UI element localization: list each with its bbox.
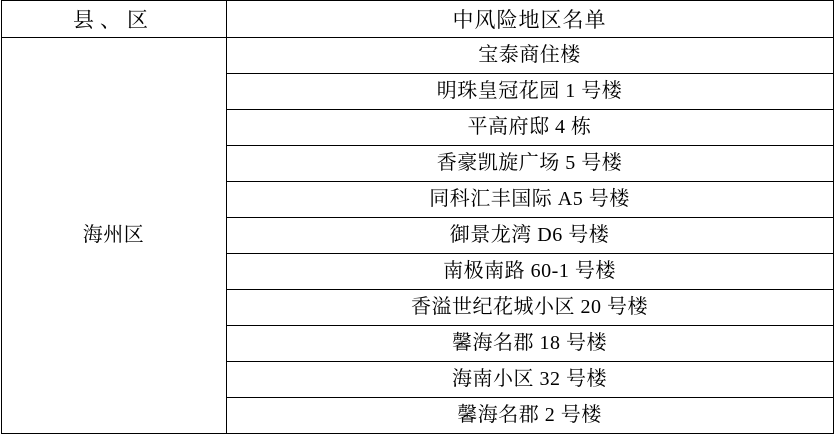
risk-area-item: 香豪凯旋广场 5 号楼 <box>226 146 833 182</box>
risk-area-item: 馨海名郡 18 号楼 <box>226 326 833 362</box>
table-header-row <box>1 1 833 38</box>
risk-area-item: 馨海名郡 2 号楼 <box>226 398 833 434</box>
risk-area-item: 海南小区 32 号楼 <box>226 362 833 398</box>
risk-area-item: 宝泰商住楼 <box>226 38 833 74</box>
risk-area-item: 香溢世纪花城小区 20 号楼 <box>226 290 833 326</box>
table-row <box>1 38 833 74</box>
risk-area-item: 南极南路 60-1 号楼 <box>226 254 833 290</box>
medium-risk-areas-table <box>1 0 834 434</box>
column-header-list: 中风险地区名单 <box>226 1 833 38</box>
district-name-cell: 海州区 <box>1 38 226 434</box>
risk-area-item: 明珠皇冠花园 1 号楼 <box>226 74 833 110</box>
table-body <box>1 38 833 434</box>
risk-area-item: 同科汇丰国际 A5 号楼 <box>226 182 833 218</box>
table-header <box>1 1 833 38</box>
risk-area-item: 平高府邸 4 栋 <box>226 110 833 146</box>
column-header-district: 县、区 <box>1 1 226 38</box>
risk-area-item: 御景龙湾 D6 号楼 <box>226 218 833 254</box>
